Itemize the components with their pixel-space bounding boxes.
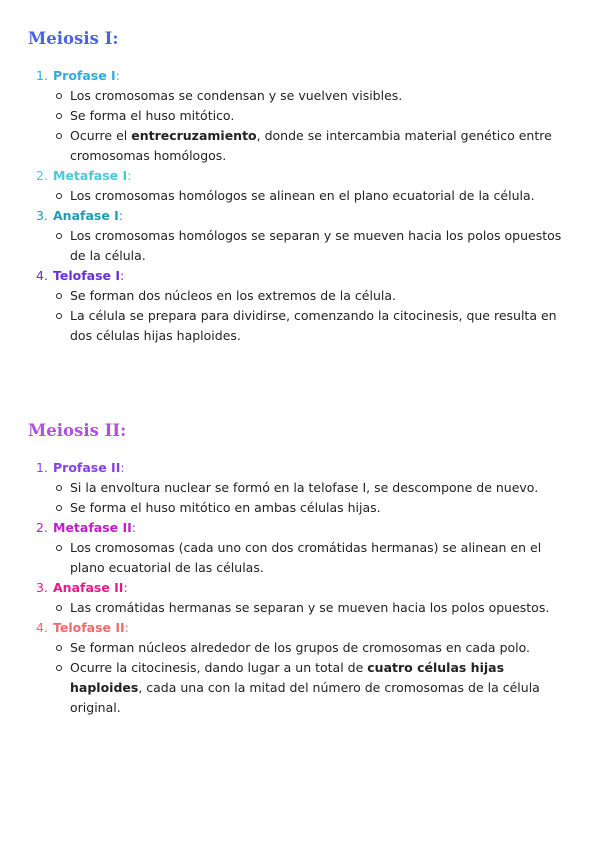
phase-colon: :	[118, 208, 124, 223]
phase-number: 4.	[36, 268, 48, 283]
phase-item	[28, 166, 576, 206]
point-text: Los cromosomas se condensan y se vuelven visibles.	[70, 88, 403, 103]
phase-item	[28, 458, 576, 518]
point-text: Se forman dos núcleos en los extremos de la célula.	[70, 288, 396, 303]
bullet-icon	[56, 665, 62, 671]
point-text: , donde se intercambia material genético entre cromosomas homólogos.	[70, 128, 552, 163]
phase-item	[28, 266, 576, 346]
bold-text: cuatro células hijas haploides	[70, 660, 505, 695]
phase-title	[53, 578, 576, 598]
bullet-icon	[56, 113, 62, 119]
section-meiosis-2	[28, 420, 576, 718]
phase-colon: :	[115, 68, 120, 83]
point-list	[53, 638, 576, 718]
point-list	[53, 286, 576, 346]
bullet-point	[53, 638, 576, 658]
section-title: Meiosis II:	[28, 421, 127, 440]
point-text: Se forma el huso mitótico.	[70, 108, 235, 123]
point-list	[53, 226, 576, 266]
point-text: Se forma el huso mitótico en ambas células hijas.	[70, 500, 381, 515]
phase-name: Profase II	[53, 460, 121, 475]
phase-name: Anafase I	[53, 208, 119, 223]
phase-colon: :	[123, 580, 128, 595]
phase-colon: :	[131, 520, 136, 535]
point-text: Las cromátidas hermanas se separan y se mueven hacia los polos opuestos.	[70, 600, 550, 615]
point-text: Se forman núcleos alrededor de los grupos de cromosomas en cada polo.	[70, 640, 531, 655]
phase-title	[53, 206, 576, 226]
phase-title	[53, 458, 576, 478]
phase-item	[28, 518, 576, 578]
bold-text: entrecruzamiento	[131, 128, 257, 143]
point-text: Si la envoltura nuclear se formó en la telofase I, se descompone de nuevo.	[70, 480, 539, 495]
point-text: Los cromosomas homólogos se alinean en el plano ecuatorial de la célula.	[70, 188, 535, 203]
phase-colon: :	[120, 268, 125, 283]
bullet-point	[53, 286, 576, 306]
phase-title	[53, 266, 576, 286]
bullet-icon	[56, 293, 62, 299]
point-list	[53, 598, 576, 618]
bullet-point	[53, 86, 576, 106]
phase-number: 2.	[36, 168, 48, 183]
bullet-icon	[56, 93, 62, 99]
bullet-icon	[56, 233, 62, 239]
phase-number: 2.	[36, 520, 48, 535]
phase-name: Profase I	[53, 68, 116, 83]
section-meiosis-1	[28, 28, 576, 346]
phase-number: 3.	[36, 208, 48, 223]
section-title: Meiosis I:	[28, 29, 119, 48]
bullet-point	[53, 598, 576, 618]
point-text: Ocurre el	[70, 128, 132, 143]
point-text: , cada una con la mitad del número de cromosomas de la célula original.	[70, 680, 540, 715]
bullet-icon	[56, 193, 62, 199]
phase-colon: :	[127, 168, 132, 183]
bullet-point	[53, 498, 576, 518]
point-list	[53, 86, 576, 166]
phase-title	[53, 166, 576, 186]
phase-name: Telofase II	[53, 620, 125, 635]
phase-number: 1.	[36, 460, 48, 475]
bullet-icon	[56, 605, 62, 611]
phase-name: Telofase I	[53, 268, 121, 283]
point-text: Los cromosomas homólogos se separan y se mueven hacia los polos opuestos de la célula.	[70, 228, 562, 263]
point-list	[53, 538, 576, 578]
phase-list	[28, 458, 576, 718]
bullet-icon	[56, 485, 62, 491]
phase-colon: :	[124, 620, 129, 635]
bullet-icon	[56, 313, 62, 319]
bullet-point	[53, 106, 576, 126]
bullet-icon	[56, 645, 62, 651]
phase-name: Anafase II	[53, 580, 124, 595]
phase-colon: :	[120, 460, 125, 475]
phase-title	[53, 618, 576, 638]
phase-name: Metafase I	[53, 168, 128, 183]
point-list	[53, 186, 576, 206]
phase-title	[53, 66, 576, 86]
bullet-point	[53, 226, 576, 266]
point-text: Ocurre la citocinesis, dando lugar a un total de	[70, 660, 368, 675]
bullet-icon	[56, 133, 62, 139]
point-text: Los cromosomas (cada uno con dos cromátidas hermanas) se alinean en el plano ecuatorial de las células.	[70, 540, 542, 575]
phase-item	[28, 66, 576, 166]
bullet-icon	[56, 505, 62, 511]
bullet-point	[53, 658, 576, 718]
phase-number: 4.	[36, 620, 48, 635]
phase-name: Metafase II	[53, 520, 132, 535]
phase-title	[53, 518, 576, 538]
phase-item	[28, 578, 576, 618]
phase-number: 3.	[36, 580, 48, 595]
bullet-point	[53, 126, 576, 166]
phase-item	[28, 206, 576, 266]
bullet-point	[53, 538, 576, 578]
bullet-point	[53, 478, 576, 498]
phase-item	[28, 618, 576, 718]
phase-list	[28, 66, 576, 346]
point-list	[53, 478, 576, 518]
bullet-icon	[56, 545, 62, 551]
bullet-point	[53, 186, 576, 206]
point-text: La célula se prepara para dividirse, comenzando la citocinesis, que resulta en dos células hijas haploides.	[70, 308, 557, 343]
phase-number: 1.	[36, 68, 48, 83]
bullet-point	[53, 306, 576, 346]
